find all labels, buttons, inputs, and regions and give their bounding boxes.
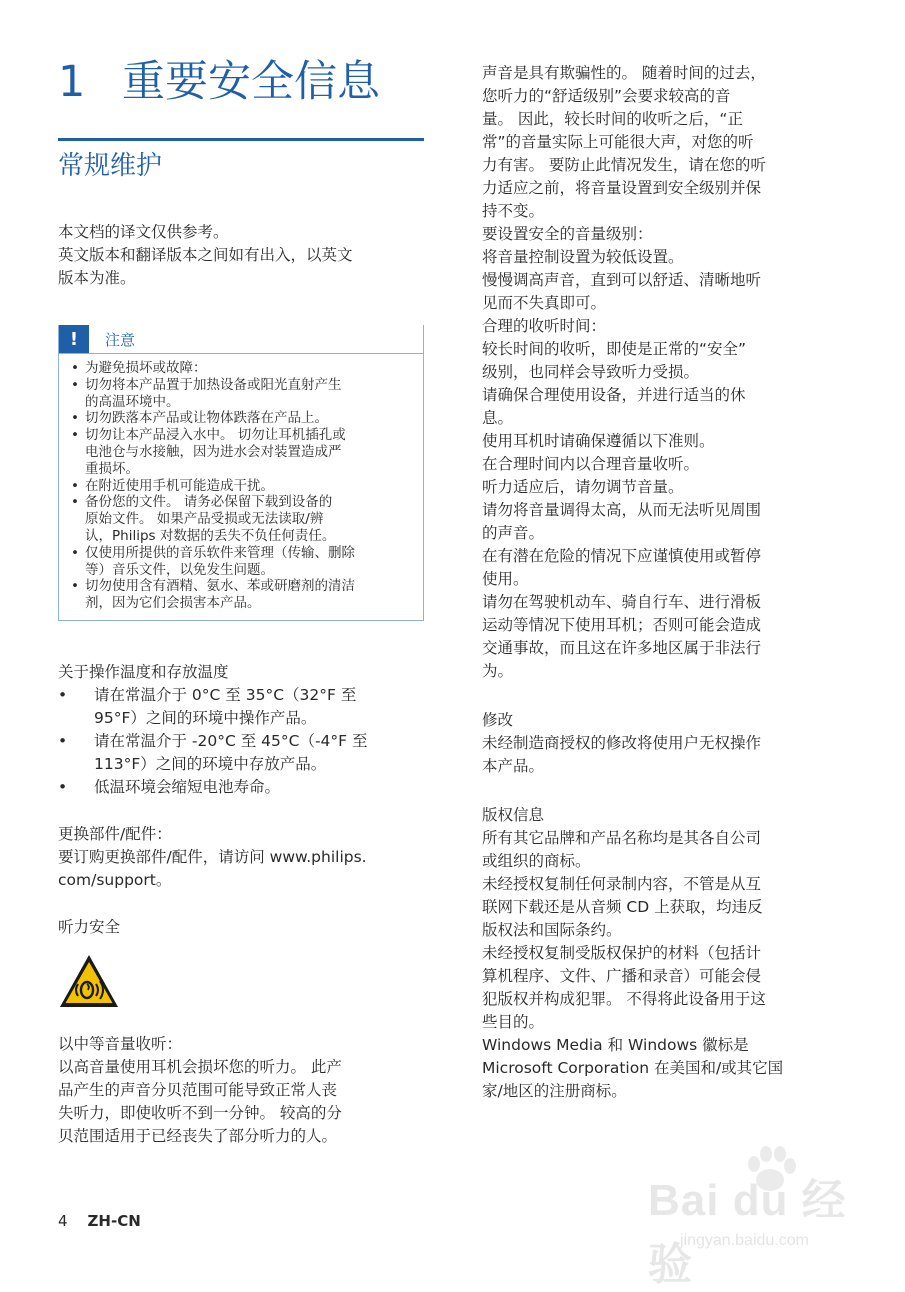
list-item: • 请在常温介于 0°C 至 35°C（32°F 至 95°F）之间的环境中操作产品。 xyxy=(58,684,424,730)
chapter-title: 重要安全信息 xyxy=(122,57,380,107)
modification-heading: 修改 xyxy=(482,711,514,729)
text-line: 或组织的商标。 xyxy=(482,852,591,870)
text-line: 使用。 xyxy=(482,570,529,588)
moderate-line: 品产生的声音分贝范围可能导致正常人丧 xyxy=(58,1080,338,1099)
temperature-list xyxy=(58,684,424,799)
caution-header xyxy=(59,325,423,354)
temperature-heading: 关于操作温度和存放温度 xyxy=(58,662,229,681)
text-line: 较长时间的收听，即使是正常的“安全” xyxy=(482,340,747,358)
text-line: 所有其它品牌和产品名称均是其各自公司 xyxy=(482,829,762,847)
text-line: 请勿在驾驶机动车、骑自行车、进行滑板 xyxy=(482,593,762,611)
list-item: • 切勿跌落本产品或让物体跌落在产品上。 xyxy=(71,410,411,427)
text-line: 交通事故，而且这在许多地区属于非法行 xyxy=(482,639,762,657)
moderate-volume-section xyxy=(58,1033,424,1148)
text-line: 算机程序、文件、广播和录音）可能会侵 xyxy=(482,967,762,985)
parts-section xyxy=(58,823,424,892)
caution-label: 注意 xyxy=(105,330,136,349)
text-line: 犯版权并构成犯罪。 不得将此设备用于这 xyxy=(482,990,766,1008)
text-line: 声音是具有欺骗性的。 随着时间的过去， xyxy=(482,64,766,82)
baidu-watermark xyxy=(640,1150,880,1289)
text-line: 在合理时间内以合理音量收听。 xyxy=(482,455,700,473)
copyright-heading: 版权信息 xyxy=(482,806,545,824)
hearing-guidance xyxy=(482,62,842,683)
text-line: 慢慢调高声音，直到可以舒适、清晰地听 xyxy=(482,271,762,289)
text-line: 使用耳机时请确保遵循以下准则。 xyxy=(482,432,715,450)
text-line: 本产品。 xyxy=(482,757,545,775)
chapter-heading xyxy=(58,52,424,112)
text-line: 未经制造商授权的修改将使用户无权操作 xyxy=(482,734,762,752)
chapter-number: 1 xyxy=(58,57,86,107)
left-column xyxy=(58,52,424,1148)
temperature-section xyxy=(58,661,424,799)
text-line: 合理的收听时间： xyxy=(482,317,607,335)
list-item: • 备份您的文件。 请务必保留下载到设备的 原始文件。 如果产品受损或无法读取/辨 认，Philips 对数据的丢失不负任何责任。 xyxy=(71,494,411,544)
watermark-url: jingyan.baidu.com xyxy=(680,1232,809,1249)
text-line: 为。 xyxy=(482,662,514,680)
list-item: • 切勿将本产品置于加热设备或阳光直射产生 的高温环境中。 xyxy=(71,377,411,411)
text-line: 听力适应后，请勿调节音量。 xyxy=(482,478,684,496)
moderate-heading: 以中等音量收听： xyxy=(58,1034,183,1053)
text-line: 量。 因此，较长时间的收听之后，“正 xyxy=(482,110,743,128)
text-line: 未经授权复制受版权保护的材料（包括计 xyxy=(482,944,762,962)
text-line: 请确保合理使用设备，并进行适当的休 xyxy=(482,386,746,404)
list-item: • 为避免损坏或故障： xyxy=(71,360,411,377)
right-column xyxy=(482,62,842,1103)
parts-line: 要订购更换部件/配件，请访问 www.philips. xyxy=(58,847,367,866)
text-line: 力适应之前，将音量设置到安全级别并保 xyxy=(482,179,762,197)
text-line: 您听力的“舒适级别”会要求较高的音 xyxy=(482,87,731,105)
text-line: 些目的。 xyxy=(482,1013,545,1031)
text-line: 在有潜在危险的情况下应谨慎使用或暂停 xyxy=(482,547,762,565)
moderate-line: 以高音量使用耳机会损坏您的听力。 此产 xyxy=(58,1057,342,1076)
text-line: 级别，也同样会导致听力受损。 xyxy=(482,363,700,381)
list-item: • 低温环境会缩短电池寿命。 xyxy=(58,776,424,799)
caution-box xyxy=(58,325,424,621)
moderate-line: 失听力，即使收听不到一分钟。 较高的分 xyxy=(58,1103,342,1122)
text-line: 版权法和国际条约。 xyxy=(482,921,622,939)
intro-line: 版本为准。 xyxy=(58,269,136,287)
exclamation-icon: ! xyxy=(59,325,89,353)
page-number: 4 xyxy=(58,1212,68,1230)
text-line: Windows Media 和 Windows 徽标是 xyxy=(482,1036,749,1054)
modification-section xyxy=(482,709,842,778)
list-item: • 切勿让本产品浸入水中。 切勿让耳机插孔或 电池仓与水接触，因为进水会对装置造成严 重损坏。 xyxy=(71,427,411,477)
text-line: 力有害。 要防止此情况发生，请在您的听 xyxy=(482,156,766,174)
text-line: Microsoft Corporation 在美国和/或其它国 xyxy=(482,1059,784,1077)
text-line: 的声音。 xyxy=(482,524,545,542)
moderate-line: 贝范围适用于已经丧失了部分听力的人。 xyxy=(58,1126,338,1145)
intro-paragraph xyxy=(58,221,424,290)
parts-heading: 更换部件/配件： xyxy=(58,824,172,843)
section-title: 常规维护 xyxy=(58,138,424,183)
list-item: • 切勿使用含有酒精、氨水、苯或研磨剂的清洁 剂，因为它们会损害本产品。 xyxy=(71,578,411,612)
list-item: • 请在常温介于 -20°C 至 45°C（-4°F 至 113°F）之间的环境中存放产品。 xyxy=(58,730,424,776)
text-line: 见而不失真即可。 xyxy=(482,294,607,312)
hearing-heading: 听力安全 xyxy=(58,917,121,936)
text-line: 联网下载还是从音频 CD 上获取，均违反 xyxy=(482,898,763,916)
text-line: 持不变。 xyxy=(482,202,545,220)
intro-line: 本文档的译文仅供参考。 xyxy=(58,223,229,241)
intro-line: 英文版本和翻译版本之间如有出入，以英文 xyxy=(58,246,353,264)
text-line: 请勿将音量调得太高，从而无法听见周围 xyxy=(482,501,762,519)
caution-list xyxy=(59,354,423,620)
hearing-section xyxy=(58,916,424,1013)
text-line: 将音量控制设置为较低设置。 xyxy=(482,248,684,266)
language-code: ZH-CN xyxy=(87,1212,141,1230)
list-item: • 仅使用所提供的音乐软件来管理（传输、删除 等）音乐文件，以免发生问题。 xyxy=(71,545,411,579)
list-item: • 在附近使用手机可能造成干扰。 xyxy=(71,478,411,495)
parts-line: com/support。 xyxy=(58,870,172,889)
text-line: 息。 xyxy=(482,409,514,427)
text-line: 运动等情况下使用耳机；否则可能会造成 xyxy=(482,616,762,634)
text-line: 未经授权复制任何录制内容，不管是从互 xyxy=(482,875,762,893)
text-line: 要设置安全的音量级别： xyxy=(482,225,653,243)
text-line: 常”的音量实际上可能很大声，对您的听 xyxy=(482,133,754,151)
copyright-section xyxy=(482,804,842,1103)
text-line: 家/地区的注册商标。 xyxy=(482,1082,627,1100)
hearing-warning-icon xyxy=(58,953,120,1009)
page-footer xyxy=(58,1212,141,1230)
watermark-text: Bai du 经验 xyxy=(648,1176,847,1289)
